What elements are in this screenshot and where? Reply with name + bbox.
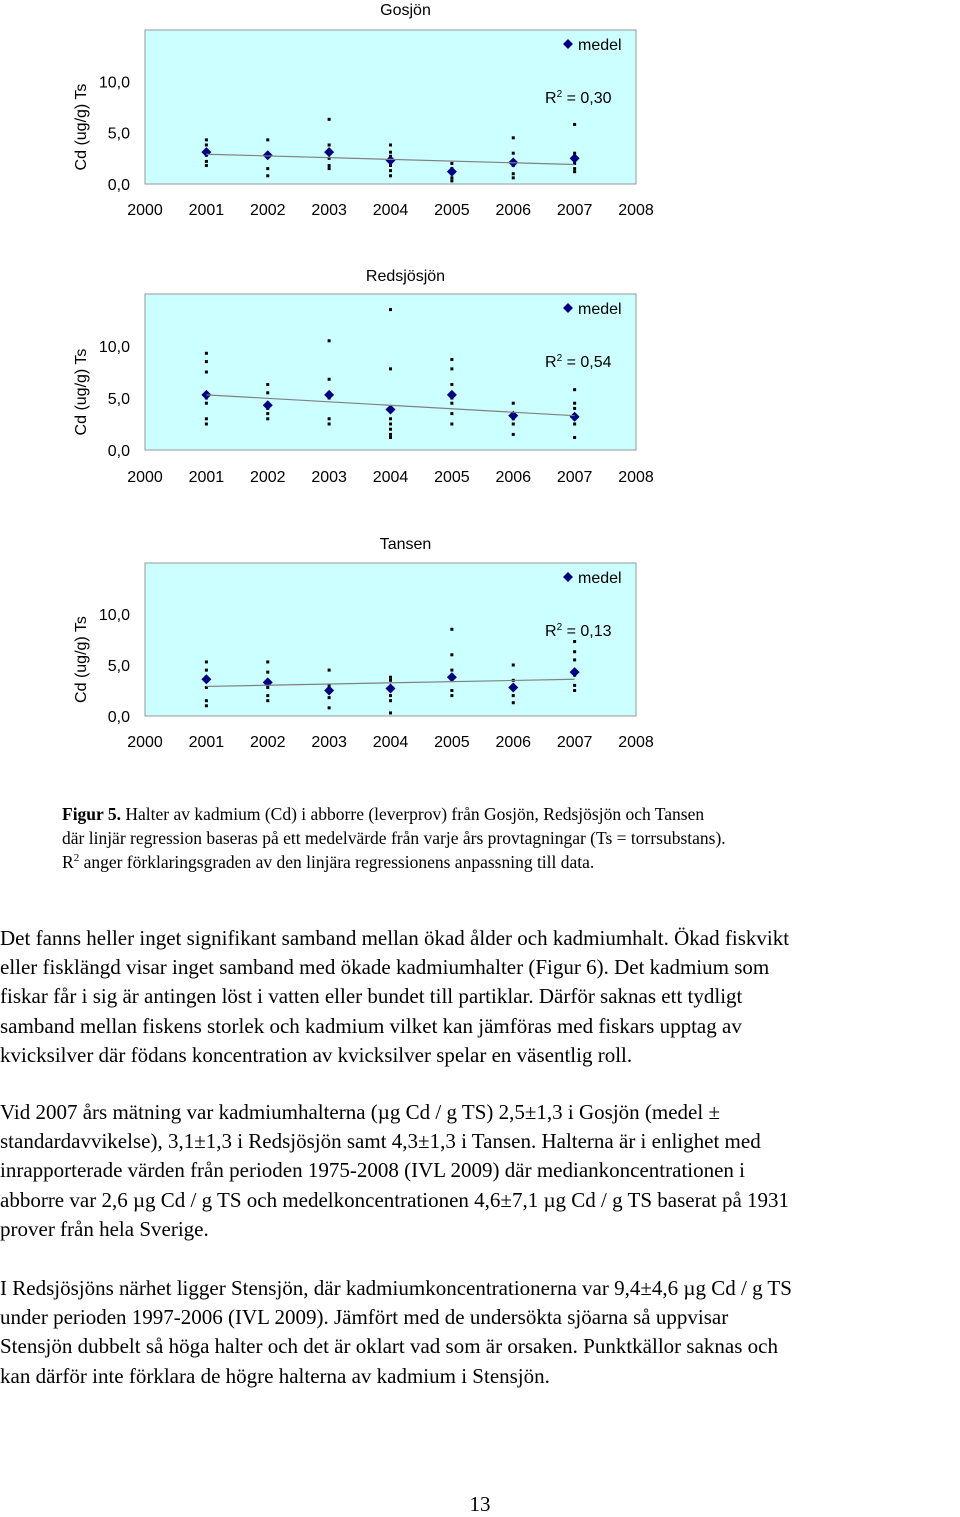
paragraph-3 <box>0 1274 960 1391</box>
y-tick-label: 0,0 <box>107 177 130 194</box>
paragraph-line: abborre var 2,6 µg Cd / g TS och medelkoncentrationen 4,6±7,1 µg Cd / g TS baserat på 1931 <box>0 1187 790 1212</box>
data-point <box>205 423 208 426</box>
y-tick-label: 10,0 <box>98 339 130 356</box>
data-point <box>205 417 208 420</box>
chart-title: Tansen <box>379 536 432 553</box>
x-tick-label: 2006 <box>495 734 532 751</box>
x-tick-label: 2007 <box>556 734 593 751</box>
paragraph-line: I Redsjösjöns närhet ligger Stensjön, där kadmiumkoncentrationerna var 9,4±4,6 µg Cd / g TS <box>0 1276 792 1300</box>
r-squared-r: R <box>545 623 557 640</box>
figure-caption-sup: 2 <box>73 852 80 864</box>
data-point <box>450 162 453 165</box>
data-point <box>205 699 208 702</box>
figure-caption-label: Figur 5. <box>62 804 121 824</box>
data-point <box>573 658 576 661</box>
data-point <box>389 143 392 146</box>
x-tick-label: 2007 <box>556 469 593 486</box>
data-point <box>450 628 453 631</box>
data-point <box>266 174 269 177</box>
data-point <box>450 689 453 692</box>
data-point <box>328 143 331 146</box>
paragraph-line: eller fisklängd visar inget samband med ökade kadmiumhalter (Figur 6). Det kadmium som <box>0 955 770 980</box>
data-point <box>512 176 515 179</box>
x-tick-label: 2007 <box>556 202 593 219</box>
data-point <box>450 669 453 672</box>
y-tick-label: 10,0 <box>98 607 130 624</box>
data-point <box>205 371 208 374</box>
data-point <box>573 650 576 653</box>
data-point <box>573 170 576 173</box>
x-tick-label: 2000 <box>127 202 163 219</box>
r-squared-label <box>545 353 612 371</box>
x-tick-label: 2006 <box>495 202 532 219</box>
data-point <box>266 412 269 415</box>
plot-area <box>145 294 636 450</box>
legend-label: medel <box>578 570 622 587</box>
r-squared-exponent: 2 <box>556 89 563 100</box>
data-point <box>450 358 453 361</box>
x-tick-label: 2003 <box>311 202 347 219</box>
data-point <box>328 118 331 121</box>
data-point <box>205 360 208 363</box>
x-tick-label: 2008 <box>618 202 654 219</box>
chart-panel <box>73 268 654 486</box>
x-tick-label: 2001 <box>188 734 225 751</box>
x-tick-label: 2008 <box>618 469 654 486</box>
data-point <box>266 671 269 674</box>
paragraph-line: samband mellan fiskens storlek och kadmium vilket kan jämföras med fiskars upptag av <box>0 1013 742 1038</box>
data-point <box>450 179 453 182</box>
x-tick-label: 2006 <box>495 469 532 486</box>
data-point <box>328 167 331 170</box>
data-point <box>205 164 208 167</box>
data-point <box>266 417 269 420</box>
legend-label: medel <box>578 37 622 54</box>
data-point <box>389 699 392 702</box>
data-point <box>266 699 269 702</box>
data-point <box>389 711 392 714</box>
chart-title: Gosjön <box>380 2 431 19</box>
paragraph-2 <box>0 1098 960 1244</box>
data-point <box>389 367 392 370</box>
x-tick-label: 2001 <box>188 202 225 219</box>
y-tick-label: 5,0 <box>107 125 130 143</box>
data-point <box>573 689 576 692</box>
figure-caption <box>62 802 942 874</box>
data-point <box>205 352 208 355</box>
x-tick-label: 2004 <box>372 734 409 751</box>
x-tick-label: 2005 <box>434 469 470 486</box>
data-point <box>512 423 515 426</box>
data-point <box>450 412 453 415</box>
figure-caption-line1: Halter av kadmium (Cd) i abborre (leverprov) från Gosjön, Redsjösjön och Tansen <box>121 804 705 824</box>
x-tick-label: 2003 <box>311 469 347 486</box>
data-point <box>205 138 208 141</box>
data-point <box>205 143 208 146</box>
x-tick-label: 2000 <box>127 469 163 486</box>
data-point <box>389 428 392 431</box>
data-point <box>389 433 392 436</box>
paragraph-line: Vid 2007 års mätning var kadmiumhalterna (µg Cd / g TS) 2,5±1,3 i Gosjön (medel ± <box>0 1100 720 1124</box>
y-tick-label: 0,0 <box>107 709 130 726</box>
data-point <box>512 172 515 175</box>
y-tick-label: 0,0 <box>107 443 130 460</box>
data-point <box>573 123 576 126</box>
x-tick-label: 2008 <box>618 734 654 751</box>
data-point <box>389 417 392 420</box>
data-point <box>512 136 515 139</box>
x-tick-label: 2005 <box>434 202 470 219</box>
paragraph-line: Det fanns heller inget signifikant samband mellan ökad ålder och kadmiumhalt. Ökad fiskvikt <box>0 926 790 950</box>
data-point <box>205 704 208 707</box>
paragraph-line: prover från hela Sverige. <box>0 1216 209 1241</box>
chart-title: Redsjösjön <box>365 268 446 285</box>
x-tick-label: 2002 <box>249 202 286 219</box>
data-point <box>389 174 392 177</box>
y-axis-label: Cd (ug/g) Ts <box>73 616 90 703</box>
data-point <box>450 367 453 370</box>
x-tick-label: 2000 <box>127 734 163 751</box>
page-number: 13 <box>469 1492 491 1516</box>
data-point <box>328 417 331 420</box>
paragraph-1 <box>0 924 960 1070</box>
data-point <box>389 151 392 154</box>
y-axis-label: Cd (ug/g) Ts <box>73 83 90 171</box>
data-point <box>328 706 331 709</box>
data-point <box>573 388 576 391</box>
data-point <box>389 679 392 682</box>
r-squared-value: = 0,54 <box>562 354 612 371</box>
y-axis-label: Cd (ug/g) Ts <box>73 348 90 436</box>
x-tick-label: 2004 <box>372 469 409 486</box>
data-point <box>573 423 576 426</box>
data-point <box>328 164 331 167</box>
r-squared-value: = 0,13 <box>562 623 612 640</box>
data-point <box>450 176 453 179</box>
data-point <box>450 653 453 656</box>
data-point <box>266 694 269 697</box>
data-point <box>205 660 208 663</box>
data-point <box>389 676 392 679</box>
r-squared-label <box>545 89 612 107</box>
data-point <box>573 684 576 687</box>
data-point <box>205 402 208 405</box>
data-point <box>512 664 515 667</box>
data-point <box>450 423 453 426</box>
r-squared-value: = 0,30 <box>562 90 612 107</box>
r-squared-label <box>545 622 612 640</box>
chart-panel <box>73 2 654 219</box>
data-point <box>573 402 576 405</box>
data-point <box>450 402 453 405</box>
data-point <box>573 640 576 643</box>
x-tick-label: 2003 <box>311 734 347 751</box>
x-tick-label: 2004 <box>372 202 409 219</box>
paragraph-line: standardavvikelse), 3,1±1,3 i Redsjösjön samt 4,3±1,3 i Tansen. Halterna är i enlighet med <box>0 1129 761 1154</box>
paragraph-line: Stensjön dubbelt så höga halter och det är oklart vad som är orsaken. Punktkällor saknas och <box>0 1334 778 1359</box>
data-point <box>450 383 453 386</box>
legend-label: medel <box>578 301 622 318</box>
data-point <box>573 436 576 439</box>
y-tick-label: 10,0 <box>98 74 130 92</box>
figure-caption-line3: anger förklaringsgraden av den linjära regressionens anpassning till data. <box>79 852 595 872</box>
data-point <box>512 152 515 155</box>
chart-panel <box>73 536 654 751</box>
data-point <box>512 701 515 704</box>
data-point <box>266 391 269 394</box>
paragraph-line: kvicksilver där födans koncentration av kvicksilver spelar en väsentlig roll. <box>0 1042 633 1067</box>
x-tick-label: 2002 <box>249 734 286 751</box>
data-point <box>389 169 392 172</box>
data-point <box>512 694 515 697</box>
figure-caption-line2: där linjär regression baseras på ett medelvärde från varje års provtagningar (Ts = torrsubstans). <box>62 828 726 848</box>
data-point <box>328 339 331 342</box>
paragraph-line: under perioden 1997-2006 (IVL 2009). Jämfört med de undersökta sjöarna så uppvisar <box>0 1305 729 1330</box>
data-point <box>266 660 269 663</box>
paragraph-line: kan därför inte förklara de högre halterna av kadmium i Stensjön. <box>0 1363 550 1388</box>
data-point <box>389 436 392 439</box>
data-point <box>266 167 269 170</box>
data-point <box>266 138 269 141</box>
data-point <box>450 694 453 697</box>
y-tick-label: 5,0 <box>107 658 130 675</box>
r-squared-exponent: 2 <box>556 622 563 633</box>
r-squared-r: R <box>545 90 557 107</box>
paragraph-line: inrapporterade värden från perioden 1975-2008 (IVL 2009) där mediankoncentrationen i <box>0 1158 746 1183</box>
data-point <box>389 694 392 697</box>
data-point <box>512 433 515 436</box>
r-squared-r: R <box>545 354 557 371</box>
data-point <box>328 378 331 381</box>
paragraph-line: fiskar får i sig är antingen löst i vatten eller bundet till partiklar. Därför saknas ett tydligt <box>0 984 743 1009</box>
data-point <box>266 383 269 386</box>
data-point <box>573 407 576 410</box>
data-point <box>328 696 331 699</box>
x-tick-label: 2005 <box>434 734 470 751</box>
y-tick-label: 5,0 <box>107 391 130 408</box>
data-point <box>573 167 576 170</box>
r-squared-exponent: 2 <box>556 353 563 364</box>
x-tick-label: 2002 <box>249 469 286 486</box>
data-point <box>512 402 515 405</box>
data-point <box>205 669 208 672</box>
data-point <box>389 423 392 426</box>
data-point <box>389 308 392 311</box>
data-point <box>328 669 331 672</box>
data-point <box>328 423 331 426</box>
x-tick-label: 2001 <box>188 469 225 486</box>
data-point <box>205 160 208 163</box>
figure-caption-r: R <box>62 852 74 872</box>
